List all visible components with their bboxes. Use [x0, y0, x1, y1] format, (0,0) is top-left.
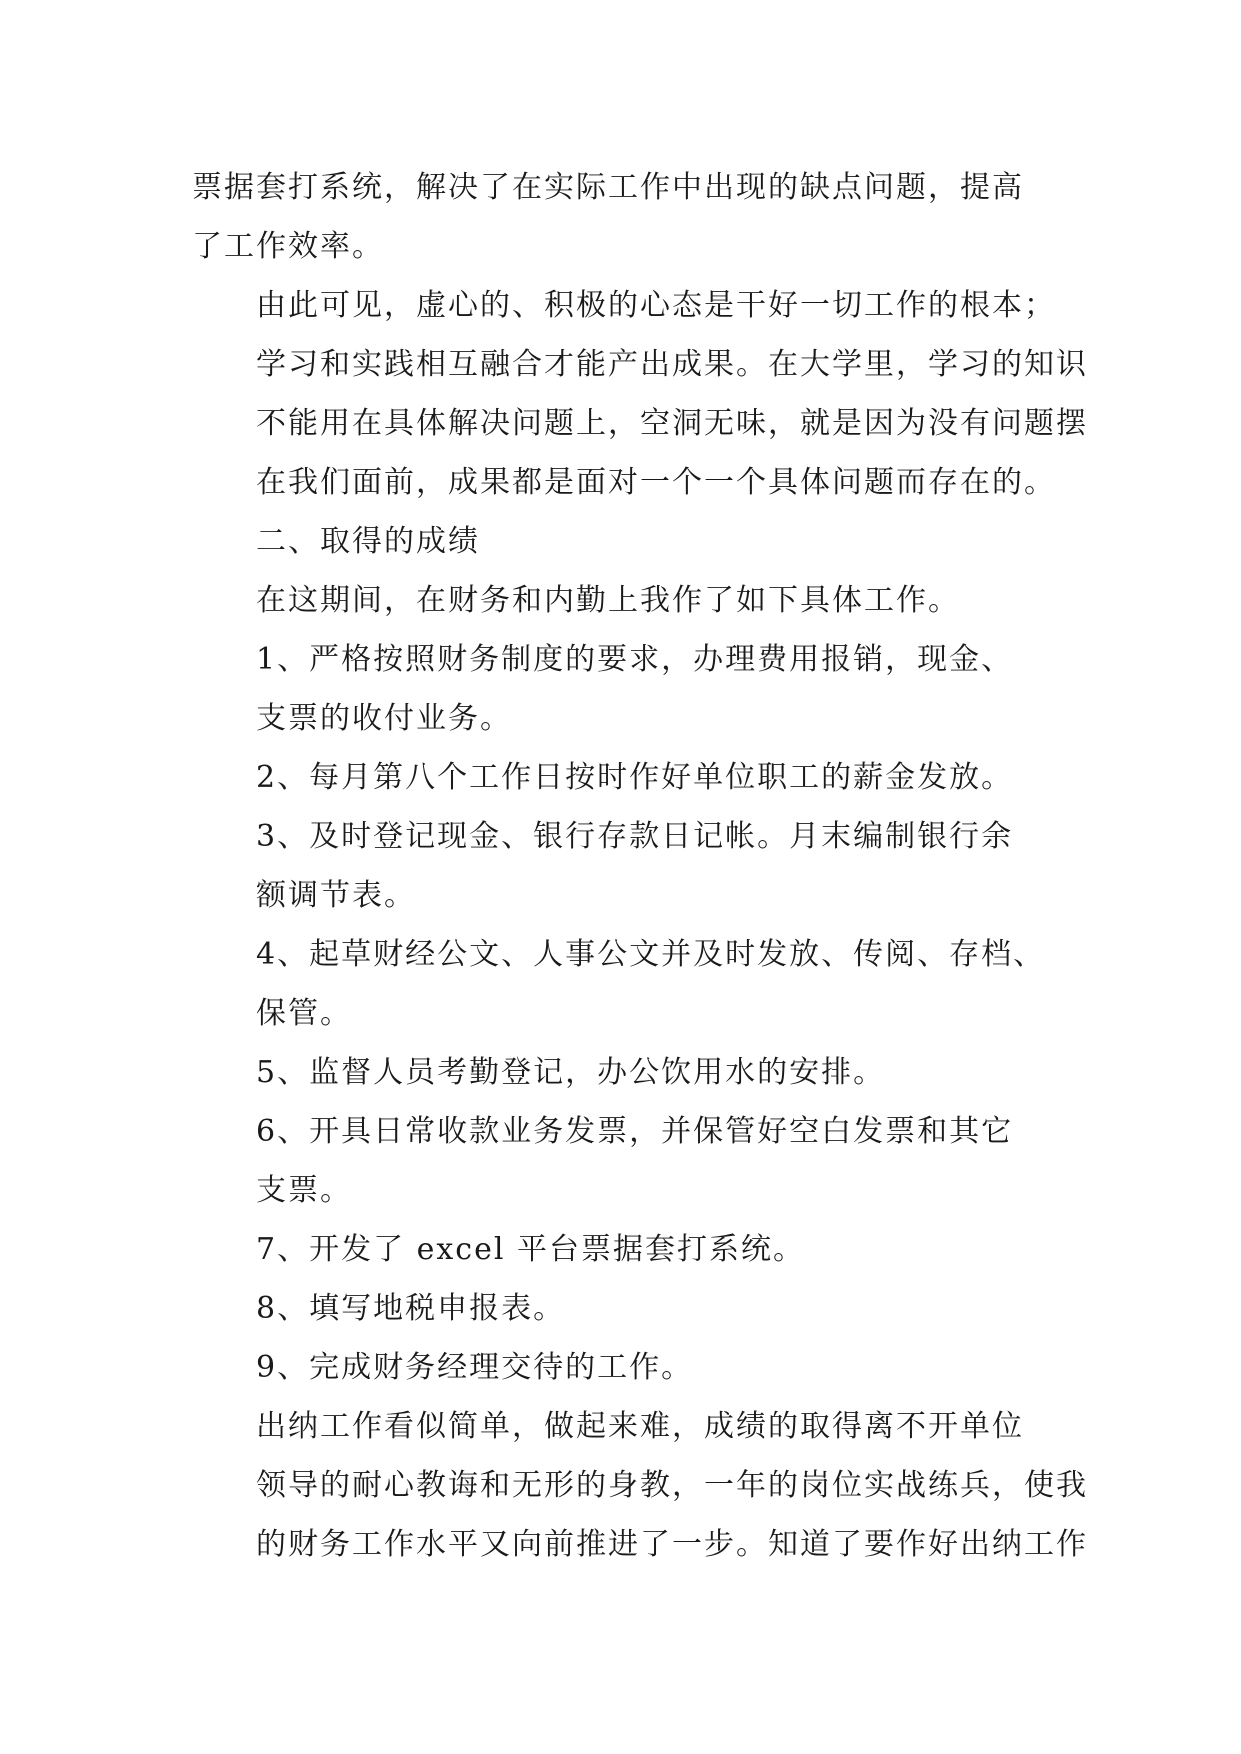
text-line: 由此可见，虚心的、积极的心态是干好一切工作的根本；	[256, 288, 1056, 323]
text-line: 9、完成财务经理交待的工作。	[256, 1350, 694, 1385]
text-line: 额调节表。	[256, 878, 416, 913]
text-line: 二、取得的成绩	[256, 524, 480, 559]
text-line: 保管。	[256, 996, 352, 1031]
text-line: 的财务工作水平又向前推进了一步。知道了要作好出纳工作	[256, 1527, 1088, 1562]
text-line: 8、填写地税申报表。	[256, 1291, 566, 1326]
paragraph	[192, 1397, 1088, 1574]
paragraph	[192, 1338, 1072, 1397]
paragraph	[192, 512, 1072, 571]
paragraph	[192, 1220, 1072, 1279]
paragraph	[192, 630, 1072, 748]
text-line: 5、监督人员考勤登记，办公饮用水的安排。	[256, 1055, 886, 1090]
text-line: 了工作效率。	[192, 229, 384, 264]
text-line: 3、及时登记现金、银行存款日记帐。月末编制银行余	[256, 819, 1014, 854]
paragraph	[192, 276, 1088, 512]
text-line: 在这期间，在财务和内勤上我作了如下具体工作。	[256, 583, 960, 618]
text-line: 票据套打系统，解决了在实际工作中出现的缺点问题，提高	[192, 170, 1024, 205]
text-line: 在我们面前，成果都是面对一个一个具体问题而存在的。	[256, 465, 1056, 500]
text-line: 支票。	[256, 1173, 352, 1208]
paragraph	[192, 925, 1072, 1043]
text-line: 7、开发了 excel 平台票据套打系统。	[256, 1232, 805, 1267]
document-body	[192, 158, 1088, 1574]
paragraph	[192, 1279, 1072, 1338]
text-line: 4、起草财经公文、人事公文并及时发放、传阅、存档、	[256, 937, 1046, 972]
text-line: 2、每月第八个工作日按时作好单位职工的薪金发放。	[256, 760, 1014, 795]
paragraph	[192, 158, 1072, 276]
text-line: 1、严格按照财务制度的要求，办理费用报销，现金、	[256, 642, 1014, 677]
text-line: 出纳工作看似简单，做起来难，成绩的取得离不开单位	[256, 1409, 1024, 1444]
paragraph	[192, 571, 1072, 630]
paragraph	[192, 748, 1072, 807]
text-line: 领导的耐心教诲和无形的身教，一年的岗位实战练兵，使我	[256, 1468, 1088, 1503]
text-line: 不能用在具体解决问题上，空洞无味，就是因为没有问题摆	[256, 406, 1088, 441]
paragraph	[192, 1043, 1072, 1102]
text-line: 支票的收付业务。	[256, 701, 512, 736]
paragraph	[192, 807, 1072, 925]
text-line: 学习和实践相互融合才能产出成果。在大学里，学习的知识	[256, 347, 1088, 382]
text-line: 6、开具日常收款业务发票，并保管好空白发票和其它	[256, 1114, 1014, 1149]
paragraph	[192, 1102, 1072, 1220]
